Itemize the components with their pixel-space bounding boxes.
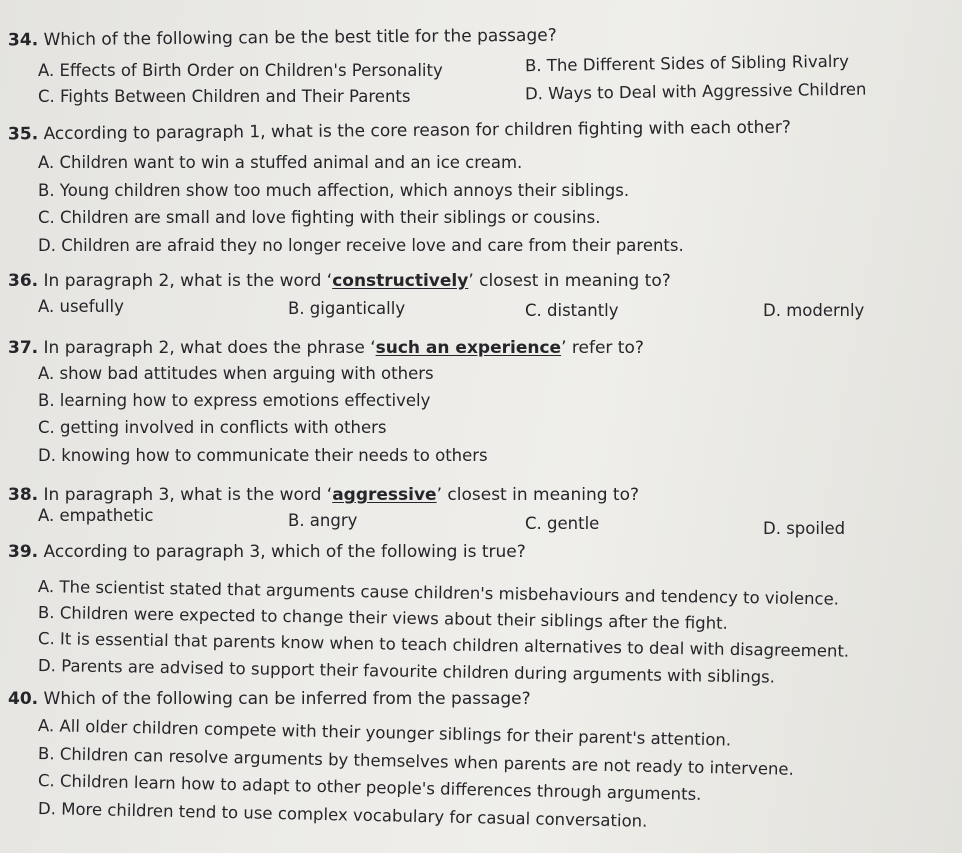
option-34b: B. The Different Sides of Sibling Rivalry	[524, 51, 850, 76]
question-36	[8, 270, 671, 292]
option-34c: C. Fights Between Children and Their Parents	[38, 87, 411, 106]
option-38a: A. empathetic	[38, 506, 154, 525]
question-stem: According to paragraph 1, what is the core reason for children fighting with each other?	[43, 117, 791, 145]
question-35	[8, 117, 791, 146]
option-39d: D. Parents are advised to support their favourite children during arguments with siblings.	[37, 656, 776, 687]
question-stem: Which of the following can be inferred from the passage?	[43, 689, 531, 709]
option-36c: C. distantly	[525, 301, 619, 320]
option-38c: C. gentle	[525, 514, 600, 533]
question-number: 36.	[8, 271, 39, 291]
option-35c: C. Children are small and love fighting with their siblings or cousins.	[38, 208, 601, 227]
option-35a: A. Children want to win a stuffed animal and an ice cream.	[38, 153, 523, 172]
question-stem-after: ’ closest in meaning to?	[468, 271, 671, 291]
option-38d: D. spoiled	[763, 519, 846, 538]
option-34d: D. Ways to Deal with Aggressive Children	[524, 79, 867, 104]
question-number: 35.	[7, 124, 39, 145]
question-number: 40.	[8, 689, 39, 709]
option-37c: C. getting involved in conflicts with others	[38, 418, 387, 437]
option-37d: D. knowing how to communicate their needs to others	[38, 446, 488, 465]
option-34a: A. Effects of Birth Order on Children's Personality	[38, 61, 443, 80]
underlined-phrase: such an experience	[375, 338, 562, 358]
question-37	[8, 337, 644, 359]
question-number: 37.	[8, 338, 39, 358]
question-number: 39.	[8, 542, 39, 562]
question-39	[8, 541, 526, 563]
underlined-word: constructively	[332, 271, 469, 291]
question-stem-after: ’ closest in meaning to?	[436, 485, 640, 505]
question-stem-before: In paragraph 2, what is the word ‘	[43, 271, 333, 291]
option-39b: B. Children were expected to change their views about their siblings after the fight.	[37, 603, 728, 633]
option-38b: B. angry	[288, 511, 358, 530]
question-stem-after: ’ refer to?	[561, 338, 644, 358]
question-number: 38.	[8, 485, 39, 505]
question-number: 34.	[7, 30, 39, 51]
option-40c: C. Children learn how to adapt to other people's differences through arguments.	[37, 771, 702, 804]
option-39a: A. The scientist stated that arguments cause children's misbehaviours and tendency to violence.	[37, 577, 840, 609]
option-36b: B. gigantically	[288, 299, 406, 318]
option-37b: B. learning how to express emotions effectively	[38, 391, 431, 410]
option-37a: A. show bad attitudes when arguing with others	[38, 364, 434, 383]
option-40a: A. All older children compete with their younger siblings for their parent's attention.	[37, 716, 732, 750]
option-36a: A. usefully	[38, 297, 124, 316]
question-stem-before: In paragraph 3, what is the word ‘	[43, 485, 333, 505]
question-38	[8, 484, 639, 506]
option-36d: D. modernly	[763, 301, 865, 320]
option-35b: B. Young children show too much affection, which annoys their siblings.	[38, 181, 630, 200]
question-stem-before: In paragraph 2, what does the phrase ‘	[43, 338, 376, 358]
question-stem: According to paragraph 3, which of the following is true?	[43, 542, 526, 562]
question-stem: Which of the following can be the best title for the passage?	[43, 25, 557, 51]
option-40b: B. Children can resolve arguments by themselves when parents are not ready to intervene.	[37, 744, 795, 779]
option-39c: C. It is essential that parents know when to teach children alternatives to deal with disagreement.	[37, 629, 850, 661]
option-35d: D. Children are afraid they no longer receive love and care from their parents.	[38, 236, 684, 255]
underlined-word: aggressive	[332, 485, 437, 505]
option-40d: D. More children tend to use complex vocabulary for casual conversation.	[37, 799, 648, 831]
question-40	[8, 688, 531, 710]
question-34	[8, 25, 557, 52]
